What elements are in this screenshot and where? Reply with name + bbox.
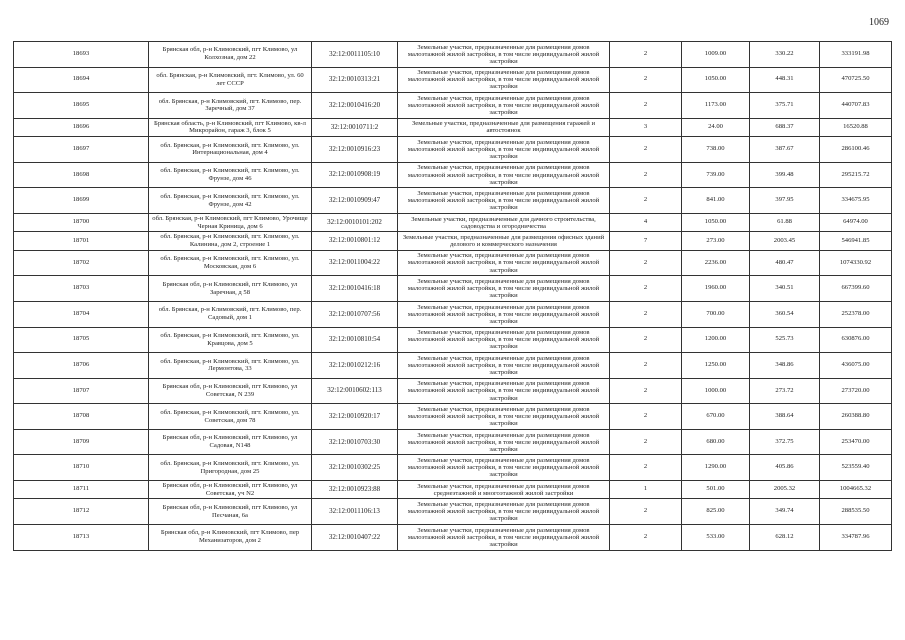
cell-cadastral-number: 32:12:0011105:10 [312, 42, 398, 68]
cell-land-use: Земельные участки, предназначенные для размещения домов малоэтажной жилой застройки, в том числе индивидуальной жилой застройки [398, 162, 610, 188]
cell-record-number: 18703 [14, 276, 149, 302]
cell-land-use: Земельные участки, предназначенные для размещения домов малоэтажной жилой застройки, в том числе индивидуальной жилой застройки [398, 404, 610, 430]
cell-land-use: Земельные участки, предназначенные для размещения домов малоэтажной жилой застройки, в том числе индивидуальной жилой застройки [398, 455, 610, 481]
cell-area: 1960.00 [682, 276, 750, 302]
table-row [14, 93, 892, 119]
table-row [14, 525, 892, 551]
cell-record-number: 18698 [14, 162, 149, 188]
cell-land-use: Земельные участки, предназначенные для размещения домов малоэтажной жилой застройки, в том числе индивидуальной жилой застройки [398, 250, 610, 276]
cell-group: 2 [610, 525, 682, 551]
cell-group: 2 [610, 378, 682, 404]
cell-cadastral-value: 470725.50 [820, 67, 892, 93]
cell-cadastral-value: 273720.00 [820, 378, 892, 404]
table-row [14, 162, 892, 188]
cell-record-number: 18696 [14, 118, 149, 136]
table-row [14, 301, 892, 327]
cell-cadastral-number: 32:12:0011106:13 [312, 499, 398, 525]
cell-group: 2 [610, 404, 682, 430]
cell-land-use: Земельные участки, предназначенные для размещения домов малоэтажной жилой застройки, в том числе индивидуальной жилой застройки [398, 327, 610, 353]
cell-specific-value: 448.31 [750, 67, 820, 93]
cell-group: 2 [610, 93, 682, 119]
table-row [14, 137, 892, 163]
cell-record-number: 18702 [14, 250, 149, 276]
cell-area: 1173.00 [682, 93, 750, 119]
cell-address: Брянская обл, р-н Климовский, пгт Климово, ул Советская, уч N2 [149, 481, 312, 499]
cell-cadastral-value: 253470.00 [820, 429, 892, 455]
cell-specific-value: 330.22 [750, 42, 820, 68]
cell-cadastral-number: 32:12:0010801:12 [312, 232, 398, 250]
cell-address: обл. Брянская, р-н Климовский, пгт. Климово, ул. Фрунзе, дом 42 [149, 188, 312, 214]
cell-cadastral-number: 32:12:0010703:30 [312, 429, 398, 455]
cell-cadastral-value: 440707.83 [820, 93, 892, 119]
cell-group: 2 [610, 188, 682, 214]
cell-cadastral-number: 32:12:0011004:22 [312, 250, 398, 276]
cell-land-use: Земельные участки, предназначенные для размещения домов малоэтажной жилой застройки, в том числе индивидуальной жилой застройки [398, 67, 610, 93]
table-row [14, 481, 892, 499]
cell-group: 2 [610, 301, 682, 327]
cell-group: 2 [610, 162, 682, 188]
cell-cadastral-value: 288535.50 [820, 499, 892, 525]
cell-address: Брянская обл, р-н Климовский, пгт Климово, ул Садовая, N148 [149, 429, 312, 455]
cell-cadastral-number: 32:12:0010407:22 [312, 525, 398, 551]
table-row [14, 327, 892, 353]
cell-address: Брянская обл, р-н Климовский, пгт Климово, ул Колхозная, дом 22 [149, 42, 312, 68]
cell-record-number: 18708 [14, 404, 149, 430]
cell-record-number: 18701 [14, 232, 149, 250]
cell-cadastral-value: 667399.60 [820, 276, 892, 302]
cell-record-number: 18705 [14, 327, 149, 353]
cell-specific-value: 340.51 [750, 276, 820, 302]
cell-address: обл. Брянская, р-н Климовский, пгт. Климово, ул. Интернациональная, дом 4 [149, 137, 312, 163]
cell-group: 2 [610, 137, 682, 163]
cell-specific-value: 360.54 [750, 301, 820, 327]
cell-land-use: Земельные участки, предназначенные для размещения домов малоэтажной жилой застройки, в том числе индивидуальной жилой застройки [398, 378, 610, 404]
cell-specific-value: 397.95 [750, 188, 820, 214]
cell-cadastral-number: 32:12:0010101:202 [312, 213, 398, 231]
table-row [14, 188, 892, 214]
cell-record-number: 18695 [14, 93, 149, 119]
table-row [14, 213, 892, 231]
cell-address: Брянская обл, р-н Климовский, пгт Климово, ул Песчаная, 6а [149, 499, 312, 525]
cell-specific-value: 61.88 [750, 213, 820, 231]
table-row [14, 378, 892, 404]
cell-group: 3 [610, 118, 682, 136]
cell-cadastral-number: 32:12:0010810:54 [312, 327, 398, 353]
cell-land-use: Земельные участки, предназначенные для размещения домов малоэтажной жилой застройки, в том числе индивидуальной жилой застройки [398, 499, 610, 525]
cell-area: 841.00 [682, 188, 750, 214]
cell-cadastral-value: 546941.85 [820, 232, 892, 250]
cell-address: обл. Брянская, р-н Климовский, пгт. Климово, ул. Советская, дом 78 [149, 404, 312, 430]
cell-cadastral-value: 16520.88 [820, 118, 892, 136]
cell-area: 273.00 [682, 232, 750, 250]
cell-specific-value: 688.37 [750, 118, 820, 136]
cell-area: 738.00 [682, 137, 750, 163]
cell-cadastral-value: 333191.98 [820, 42, 892, 68]
cell-land-use: Земельные участки, предназначенные для размещения домов малоэтажной жилой застройки, в том числе индивидуальной жилой застройки [398, 188, 610, 214]
cell-group: 1 [610, 481, 682, 499]
cell-address: Брянская обл, р-н Климовский, пгт Климово, пер Механизаторов, дом 2 [149, 525, 312, 551]
cell-specific-value: 2005.32 [750, 481, 820, 499]
table-row [14, 42, 892, 68]
cell-area: 670.00 [682, 404, 750, 430]
cell-area: 1009.00 [682, 42, 750, 68]
cell-cadastral-number: 32:12:0010707:56 [312, 301, 398, 327]
cell-record-number: 18694 [14, 67, 149, 93]
cell-address: обл. Брянская, р-н Климовский, пгт. Климово, ул. Кравцова, дом 5 [149, 327, 312, 353]
cell-address: обл. Брянская, р-н Климовский, пгт. Климово, пер. Заречный, дом 37 [149, 93, 312, 119]
cell-area: 1050.00 [682, 67, 750, 93]
cell-cadastral-number: 32:12:0010302:25 [312, 455, 398, 481]
table-row [14, 353, 892, 379]
cell-address: обл. Брянская, р-н Климовский, пгт. Климово, ул. Калинина, дом 2, строение 1 [149, 232, 312, 250]
table-row [14, 499, 892, 525]
cell-cadastral-value: 286100.46 [820, 137, 892, 163]
cell-cadastral-number: 32:12:0010711:2 [312, 118, 398, 136]
cell-cadastral-value: 64974.00 [820, 213, 892, 231]
cell-specific-value: 480.47 [750, 250, 820, 276]
cell-record-number: 18693 [14, 42, 149, 68]
cell-group: 2 [610, 429, 682, 455]
cell-record-number: 18709 [14, 429, 149, 455]
cell-record-number: 18706 [14, 353, 149, 379]
cell-specific-value: 399.48 [750, 162, 820, 188]
cell-address: обл. Брянская, р-н Климовский, пгт. Климово, пер. Садовый, дом 1 [149, 301, 312, 327]
cell-area: 2236.00 [682, 250, 750, 276]
cell-specific-value: 273.72 [750, 378, 820, 404]
cell-land-use: Земельные участки, предназначенные для размещения домов среднеэтажной и многоэтажной жилой застройки [398, 481, 610, 499]
cell-specific-value: 388.64 [750, 404, 820, 430]
cell-record-number: 18712 [14, 499, 149, 525]
cell-record-number: 18699 [14, 188, 149, 214]
cell-specific-value: 525.73 [750, 327, 820, 353]
cell-area: 700.00 [682, 301, 750, 327]
cell-land-use: Земельные участки, предназначенные для размещения гаражей и автостоянок [398, 118, 610, 136]
cell-cadastral-number: 32:12:0010916:23 [312, 137, 398, 163]
cell-address: обл. Брянская, р-н Климовский, пгт. Климово, ул. 60 лет СССР [149, 67, 312, 93]
cell-land-use: Земельные участки, предназначенные для размещения домов малоэтажной жилой застройки, в том числе индивидуальной жилой застройки [398, 137, 610, 163]
cell-address: обл. Брянская, р-н Климовский, пгт. Климово, ул. Лермонтова, 33 [149, 353, 312, 379]
cell-group: 7 [610, 232, 682, 250]
cell-area: 24.00 [682, 118, 750, 136]
table-body [14, 42, 892, 551]
cell-land-use: Земельные участки, предназначенные для размещения домов малоэтажной жилой застройки, в том числе индивидуальной жилой застройки [398, 93, 610, 119]
cell-group: 2 [610, 250, 682, 276]
cell-land-use: Земельные участки, предназначенные для дачного строительства, садоводства и огородничества [398, 213, 610, 231]
cell-cadastral-value: 523559.40 [820, 455, 892, 481]
table-row [14, 232, 892, 250]
cell-group: 2 [610, 276, 682, 302]
cell-specific-value: 349.74 [750, 499, 820, 525]
cell-land-use: Земельные участки, предназначенные для размещения домов малоэтажной жилой застройки, в том числе индивидуальной жилой застройки [398, 42, 610, 68]
cell-area: 739.00 [682, 162, 750, 188]
table-row [14, 455, 892, 481]
cell-address: обл. Брянская, р-н Климовский, пгт. Климово, ул. Пригородная, дом 25 [149, 455, 312, 481]
cell-cadastral-number: 32:12:0010602:113 [312, 378, 398, 404]
cadastral-value-table [13, 41, 892, 551]
cell-cadastral-number: 32:12:0010908:19 [312, 162, 398, 188]
cell-cadastral-number: 32:12:0010212:16 [312, 353, 398, 379]
table-row [14, 118, 892, 136]
cell-specific-value: 375.71 [750, 93, 820, 119]
cell-specific-value: 2003.45 [750, 232, 820, 250]
cell-land-use: Земельные участки, предназначенные для размещения домов малоэтажной жилой застройки, в том числе индивидуальной жилой застройки [398, 525, 610, 551]
cell-cadastral-value: 1074330.92 [820, 250, 892, 276]
cell-area: 1200.00 [682, 327, 750, 353]
cell-group: 2 [610, 499, 682, 525]
cell-cadastral-value: 1004665.32 [820, 481, 892, 499]
cell-record-number: 18697 [14, 137, 149, 163]
cell-group: 2 [610, 455, 682, 481]
cell-cadastral-value: 295215.72 [820, 162, 892, 188]
cell-record-number: 18707 [14, 378, 149, 404]
cell-area: 680.00 [682, 429, 750, 455]
cell-record-number: 18711 [14, 481, 149, 499]
cell-cadastral-number: 32:12:0010909:47 [312, 188, 398, 214]
cell-land-use: Земельные участки, предназначенные для размещения офисных зданий делового и коммерческого назначения [398, 232, 610, 250]
cell-cadastral-value: 260388.80 [820, 404, 892, 430]
cell-cadastral-value: 334787.96 [820, 525, 892, 551]
table-row [14, 404, 892, 430]
cell-cadastral-number: 32:12:0010923:88 [312, 481, 398, 499]
table-row [14, 250, 892, 276]
cell-group: 2 [610, 353, 682, 379]
cell-record-number: 18704 [14, 301, 149, 327]
cell-address: Брянская область, р-н Климовский, пгт Климово, кв-л Микрорайон, гараж 3, блок 5 [149, 118, 312, 136]
cell-area: 1050.00 [682, 213, 750, 231]
cell-address: Брянская обл, р-н Климовский, пгт Климово, ул Заречная, д 58 [149, 276, 312, 302]
cell-record-number: 18713 [14, 525, 149, 551]
cell-area: 1000.00 [682, 378, 750, 404]
cell-cadastral-value: 252378.00 [820, 301, 892, 327]
cell-cadastral-value: 630876.00 [820, 327, 892, 353]
cell-specific-value: 387.67 [750, 137, 820, 163]
page-number: 1069 [869, 17, 889, 28]
cell-land-use: Земельные участки, предназначенные для размещения домов малоэтажной жилой застройки, в том числе индивидуальной жилой застройки [398, 429, 610, 455]
cell-group: 2 [610, 42, 682, 68]
cell-land-use: Земельные участки, предназначенные для размещения домов малоэтажной жилой застройки, в том числе индивидуальной жилой застройки [398, 301, 610, 327]
table-row [14, 276, 892, 302]
cell-specific-value: 348.86 [750, 353, 820, 379]
cell-cadastral-number: 32:12:0010920:17 [312, 404, 398, 430]
cell-area: 825.00 [682, 499, 750, 525]
cell-area: 1250.00 [682, 353, 750, 379]
cell-group: 4 [610, 213, 682, 231]
cell-address: обл. Брянская, р-н Климовский, пгт Климово, Урочище Черная Криница, дом 6 [149, 213, 312, 231]
cell-address: обл. Брянская, р-н Климовский, пгт. Климово, ул. Московская, дом 6 [149, 250, 312, 276]
cell-cadastral-value: 436075.00 [820, 353, 892, 379]
cell-area: 533.00 [682, 525, 750, 551]
cell-group: 2 [610, 327, 682, 353]
cell-land-use: Земельные участки, предназначенные для размещения домов малоэтажной жилой застройки, в том числе индивидуальной жилой застройки [398, 276, 610, 302]
cell-address: обл. Брянская, р-н Климовский, пгт. Климово, ул. Фрунзе, дом 46 [149, 162, 312, 188]
cell-cadastral-number: 32:12:0010416:18 [312, 276, 398, 302]
cell-cadastral-number: 32:12:0010416:20 [312, 93, 398, 119]
cell-record-number: 18710 [14, 455, 149, 481]
cell-area: 501.00 [682, 481, 750, 499]
cell-group: 2 [610, 67, 682, 93]
cell-record-number: 18700 [14, 213, 149, 231]
cell-specific-value: 372.75 [750, 429, 820, 455]
cell-cadastral-value: 334675.95 [820, 188, 892, 214]
cell-area: 1290.00 [682, 455, 750, 481]
table-row [14, 429, 892, 455]
cell-address: Брянская обл, р-н Климовский, пгт Климово, ул Советская, N 239 [149, 378, 312, 404]
cell-specific-value: 405.86 [750, 455, 820, 481]
table-row [14, 67, 892, 93]
cell-land-use: Земельные участки, предназначенные для размещения домов малоэтажной жилой застройки, в том числе индивидуальной жилой застройки [398, 353, 610, 379]
cell-specific-value: 628.12 [750, 525, 820, 551]
cell-cadastral-number: 32:12:0010313:21 [312, 67, 398, 93]
